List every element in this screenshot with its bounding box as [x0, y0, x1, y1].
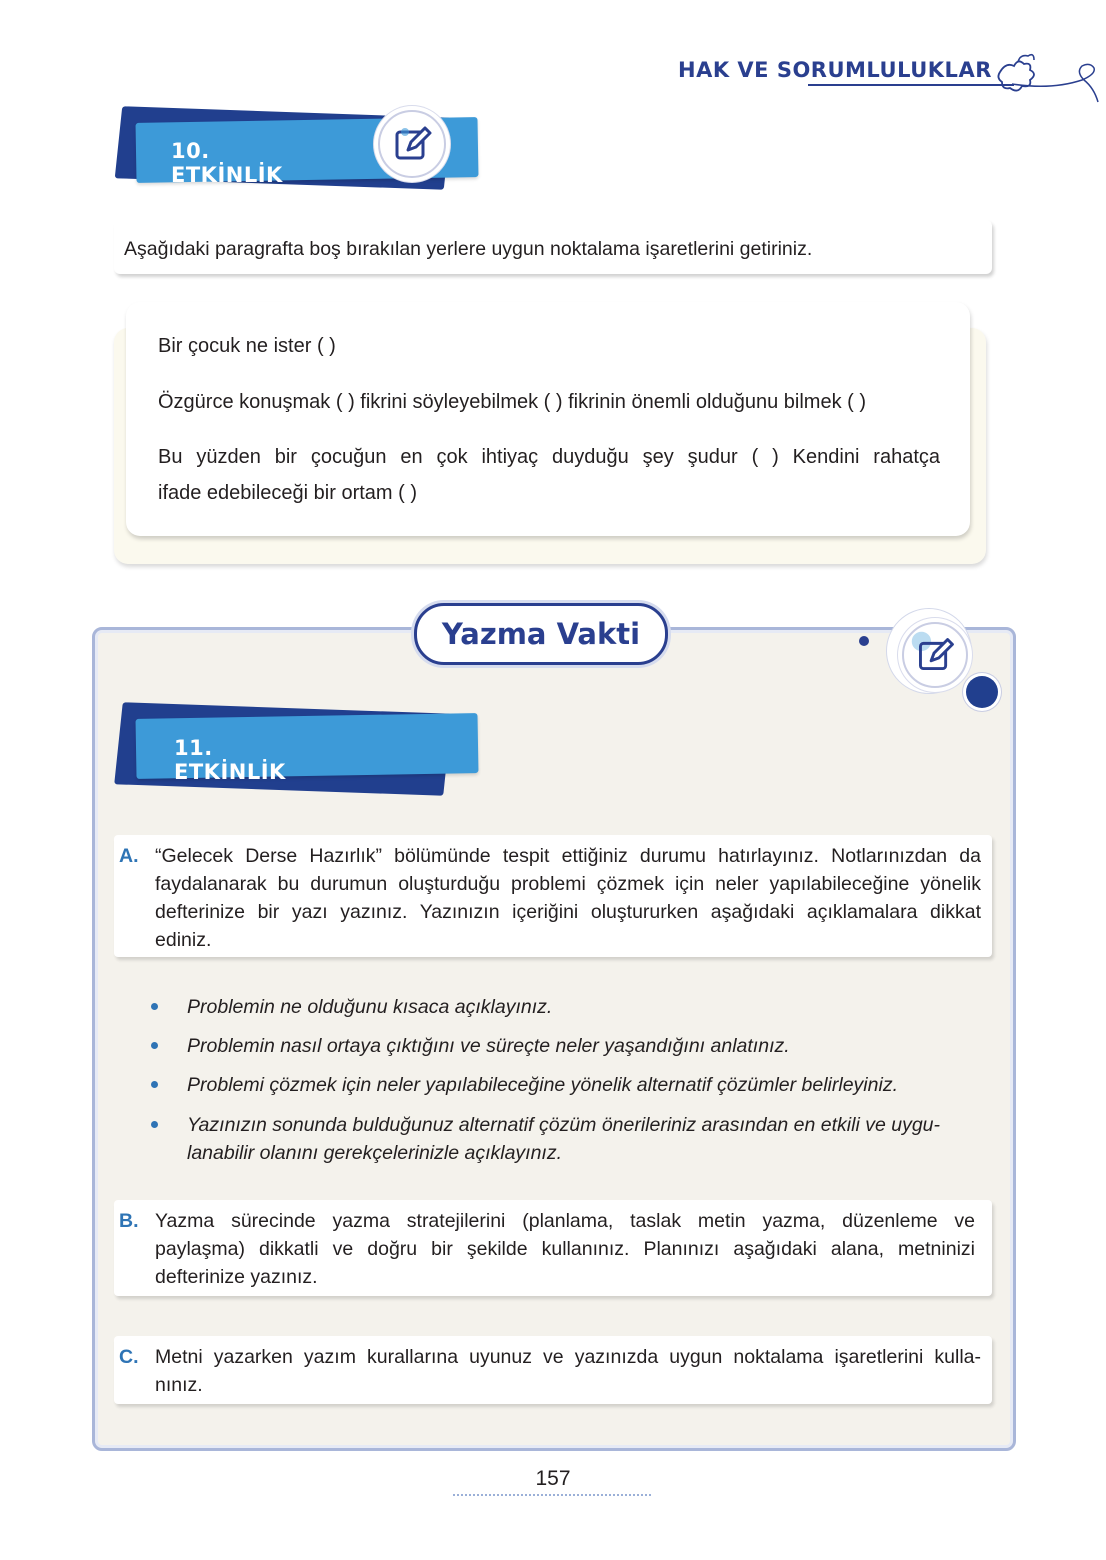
- bullet-dot: [151, 1003, 158, 1010]
- instruction-card: [114, 220, 992, 274]
- paragraph-card: [126, 302, 970, 536]
- bullet-dot: [151, 1042, 158, 1049]
- question-b-letter: B.: [119, 1210, 139, 1232]
- page-number-underline: [453, 1492, 653, 1498]
- question-c-line: nınız.: [155, 1374, 203, 1396]
- activity-10-label: 10. ETKİNLİK: [171, 139, 283, 187]
- question-a-line: defterinize bir yazı yazınız. Yazınızın içeriğini oluştururken aşağıdaki açıklamalara dikkat: [155, 901, 981, 923]
- pencil-edit-icon: [902, 622, 968, 688]
- question-a-line: faydalanarak bu durumun oluşturduğu problemi çözmek için neler yapılabileceğine yönelik: [155, 873, 981, 895]
- bullet-item-continued: lanabilir olanını gerekçelerinizle açıklayınız.: [187, 1142, 563, 1164]
- question-c-letter: C.: [119, 1346, 139, 1368]
- puzzle-swirl-icon: [992, 40, 1102, 110]
- question-a-letter: A.: [119, 845, 139, 867]
- bullet-item: Problemin ne olduğunu kısaca açıklayınız.: [187, 996, 553, 1018]
- decor-dot: [966, 676, 998, 708]
- chapter-title: HAK VE SORUMLULUKLAR: [678, 58, 992, 82]
- bullet-dot: [151, 1121, 158, 1128]
- bullet-item: Problemi çözmek için neler yapılabileceğine yönelik alternatif çözümler belirleyiniz.: [187, 1074, 898, 1096]
- question-a-line: “Gelecek Derse Hazırlık” bölümünde tespit ettiğiniz durumu hatırlayınız. Notlarınızdan da: [155, 845, 981, 867]
- bullet-item: Yazınızın sonunda bulduğunuz alternatif çözüm önerileriniz arasından en etkili ve uygu-: [187, 1114, 941, 1136]
- writing-section-title: Yazma Vakti: [414, 603, 668, 665]
- instruction-text: Aşağıdaki paragrafta boş bırakılan yerlere uygun noktalama işaretlerini getiriniz.: [124, 238, 813, 260]
- chapter-underline: [808, 84, 1014, 86]
- decor-dot: [859, 636, 869, 646]
- question-b-line: Yazma sürecinde yazma stratejilerini (planlama, taslak metin yazma, düzenleme ve: [155, 1210, 975, 1232]
- paragraph-line: Bir çocuk ne ister ( ): [158, 335, 336, 357]
- question-c-line: Metni yazarken yazım kurallarına uyunuz ve yazınızda uygun noktalama işaretlerini kulla-: [155, 1346, 981, 1368]
- paragraph-line: Bu yüzden bir çocuğun en çok ihtiyaç duyduğu şey şudur ( ) Kendini rahatça: [158, 446, 940, 468]
- question-b-line: paylaşma) dikkatli ve doğru bir şekilde kullanınız. Planınızı aşağıdaki alana, metninizi: [155, 1238, 975, 1260]
- bullet-dot: [151, 1081, 158, 1088]
- paragraph-line: ifade edebileceği bir ortam ( ): [158, 482, 418, 504]
- page-number: 157: [535, 1467, 571, 1490]
- activity-11-label: 11. ETKİNLİK: [174, 736, 286, 784]
- paragraph-line: Özgürce konuşmak ( ) fikrini söyleyebilmek ( ) fikrinin önemli olduğunu bilmek ( ): [158, 391, 867, 413]
- question-a-line: ediniz.: [155, 929, 212, 951]
- pencil-edit-icon: [378, 110, 446, 178]
- question-b-line: defterinize yazınız.: [155, 1266, 318, 1288]
- bullet-item: Problemin nasıl ortaya çıktığını ve süreçte neler yaşandığını anlatınız.: [187, 1035, 790, 1057]
